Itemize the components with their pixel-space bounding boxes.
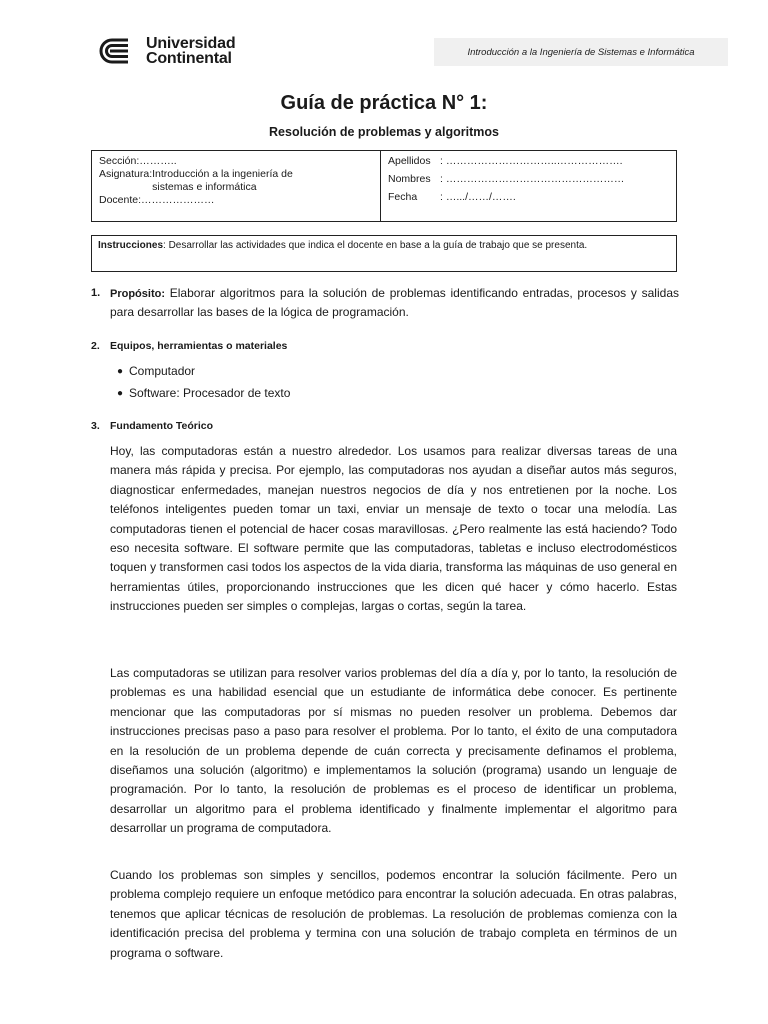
- fecha-label: Fecha: [388, 191, 418, 203]
- section-3-heading: [91, 420, 213, 432]
- university-name-line2: Continental: [146, 50, 232, 67]
- asignatura-value: Introducción a la ingeniería de sistemas e informática: [152, 168, 293, 193]
- section-2-number: 2.: [91, 340, 100, 352]
- section-purpose: [91, 284, 679, 321]
- page-subtitle: Resolución de problemas y algoritmos: [269, 125, 499, 139]
- theory-paragraph-1: Hoy, las computadoras están a nuestro alrededor. Los usamos para realizar diversas tareas de una manera más rápida y precisa. Por ejemplo, las computadoras nos ayudan a diseñar autos más seguros, diagnosticar enfermedades, manejan nuestros negocios de día y nos entretienen por la noche. Los teléfonos inteligentes pueden tomar un taxi, enviar un mensaje de texto o tocar una melodía. Las computadoras tienen el potencial de hacer cosas maravillosas. ¿Pero realmente las está haciendo? Todo eso necesita software. El software permite que las computadoras, tabletas e incluso electrodomésticos toquen y transformen casi todos los aspectos de la vida diaria, transforma las máquinas de uso general en herramientas útiles, proporcionando instrucciones que les dicen qué hacer y cómo hacerlo. Estas instrucciones pueden ser simples o complejas, largas o cortas, según la tarea.: [110, 444, 677, 614]
- bullet-icon: ●: [117, 387, 124, 399]
- student-info-table: [91, 150, 677, 222]
- docente-value: …………………: [141, 194, 215, 206]
- fecha-row: [388, 191, 669, 204]
- university-name-line1: Universidad: [146, 35, 236, 52]
- bullet-icon: ●: [117, 365, 124, 377]
- theory-paragraph-3: Cuando los problemas son simples y sencillos, podemos encontrar la solución fácilmente. Pero un problema complejo requiere un enfoque metódico para encontrar la solución adecuada. En otras palabras, tenemos que aplicar técnicas de resolución de problemas. La resolución de problemas comienza con la identificación precisa del problema y termina con una solución de trabajo completa en términos de un programa o software.: [110, 868, 677, 960]
- section-1-number: 1.: [91, 287, 101, 299]
- docente-label: Docente:: [99, 194, 142, 206]
- section-3-title: Fundamento Teórico: [110, 420, 214, 432]
- docente-row: [99, 194, 373, 207]
- section-3-number: 3.: [91, 420, 100, 432]
- seccion-value: ………..: [139, 155, 177, 167]
- section-2-title: Equipos, herramientas o materiales: [110, 340, 288, 352]
- course-info-column: [92, 151, 381, 221]
- apellidos-label: Apellidos: [388, 155, 431, 167]
- section-1-body: [110, 284, 679, 321]
- list-item: [117, 382, 290, 404]
- seccion-label: Sección:: [99, 155, 140, 167]
- section-1-text: Elaborar algoritmos para la solución de problemas identificando entradas, procesos y salidas para desarrollar las bases de la lógica de programación.: [110, 286, 679, 319]
- list-item-text: Software: Procesador de texto: [129, 386, 291, 400]
- university-logo-icon: [98, 37, 140, 65]
- theory-paragraph-2: Las computadoras se utilizan para resolver varios problemas del día a día y, por lo tanto, la resolución de problemas es una habilidad esencial que un estudiante de informática debe conocer. Es pertinente mencionar que las computadoras por sí mismas no pueden resolver un problema. Debemos dar instrucciones precisas paso a paso para resolver el problema. Por lo tanto, el éxito de una computadora en la resolución de un problema depende de cuán correcta y precisamente definamos el problema, diseñamos una solución (algoritmo) e implementamos la solución (programa) usando un lenguaje de programación. Por lo tanto, la resolución de problemas es el proceso de identificar un problema, desarrollar un algoritmo para el problema identificado y finalmente implementar el algoritmo para desarrollar un programa de computadora.: [110, 666, 677, 836]
- list-item-text: Computador: [129, 364, 196, 378]
- seccion-row: [99, 155, 373, 168]
- fecha-field[interactable]: : ….../……/…….: [440, 191, 516, 203]
- course-tag: Introducción a la Ingeniería de Sistemas e Informática: [434, 38, 728, 66]
- nombres-row: [388, 173, 669, 186]
- university-name: [146, 36, 235, 66]
- asignatura-row: [99, 168, 373, 194]
- materials-list: [117, 360, 290, 404]
- instructions-text: : Desarrollar las actividades que indica el docente en base a la guía de trabajo que se presenta.: [163, 240, 588, 251]
- nombres-field[interactable]: : ……………………………………………: [440, 173, 625, 185]
- section-1-label: Propósito:: [110, 288, 165, 300]
- page-title: Guía de práctica N° 1:: [280, 92, 488, 114]
- university-logo: [98, 36, 235, 66]
- apellidos-row: [388, 155, 669, 168]
- asignatura-label: Asignatura:: [99, 168, 153, 180]
- apellidos-field[interactable]: : …………………………..……………….: [440, 155, 623, 167]
- instructions-label: Instrucciones: [98, 240, 164, 251]
- list-item: [117, 360, 290, 382]
- section-2-heading: [91, 340, 287, 352]
- nombres-label: Nombres: [388, 173, 431, 185]
- student-info-column: [381, 151, 676, 221]
- instructions-box: [91, 235, 677, 272]
